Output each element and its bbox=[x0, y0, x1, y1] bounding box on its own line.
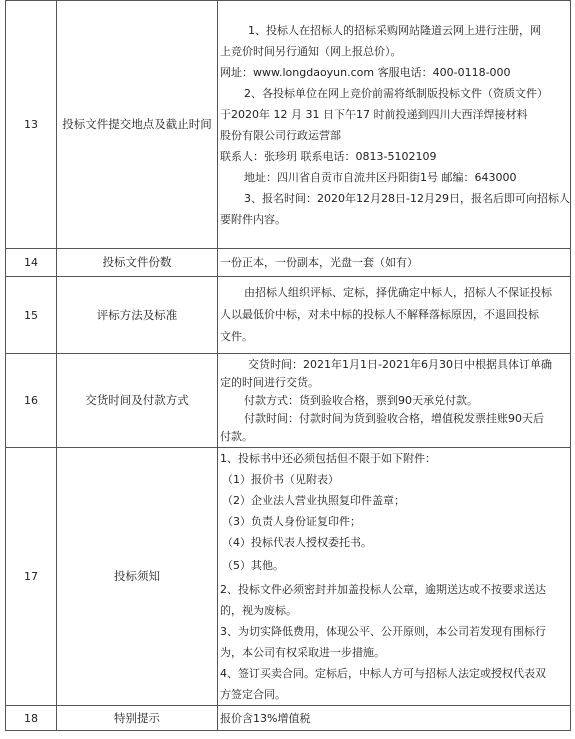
row-content bbox=[218, 249, 571, 277]
content-line: 地址：四川省自贡市自流井区丹阳街1号 邮编：643000 bbox=[244, 170, 517, 184]
content-line: 于2020年 12 月 31 日下午17 时前投递到四川大西洋焊接材料 bbox=[220, 107, 528, 121]
row-item: 特别提示 bbox=[57, 706, 218, 731]
content-line: 股份有限公司行政运营部 bbox=[220, 128, 341, 142]
table-row bbox=[6, 706, 571, 731]
content-line: 报价含13%增值税 bbox=[220, 711, 311, 725]
content-line: 联系人：张珍玥 联系电话：0813-5102109 bbox=[220, 149, 437, 163]
content-line: 一份正本，一份副本，光盘一套（如有） bbox=[220, 256, 418, 269]
table-row bbox=[6, 277, 571, 354]
bid-info-table bbox=[5, 0, 571, 731]
content-line: 2、各投标单位在网上竞价前需将纸制版投标文件（资质文件） bbox=[244, 86, 548, 100]
content-line: 要附件内容。 bbox=[220, 212, 286, 226]
table-row bbox=[6, 249, 571, 277]
content-line: 定的时间进行交货。 bbox=[220, 375, 319, 389]
content-line: （3）负责人身份证复印件； bbox=[222, 515, 361, 528]
content-line: 3、报名时间：2020年12月28日-12月29日，报名后即可向招标人 bbox=[244, 191, 570, 205]
content-line: 文件。 bbox=[220, 330, 253, 343]
content-line: （5）其他。 bbox=[222, 559, 284, 572]
row-content bbox=[218, 1, 571, 249]
table-row bbox=[6, 448, 571, 706]
row-number: 15 bbox=[6, 277, 57, 354]
row-content bbox=[218, 448, 571, 706]
row-number: 17 bbox=[6, 448, 57, 706]
table-row bbox=[6, 354, 571, 448]
content-line: 付款。 bbox=[220, 429, 253, 443]
content-line: 方签定合同。 bbox=[220, 688, 286, 701]
row-number: 14 bbox=[6, 249, 57, 277]
content-line: 上竞价时间另行通知（网上报总价）。 bbox=[220, 44, 402, 58]
row-content bbox=[218, 706, 571, 731]
row-number: 13 bbox=[6, 1, 57, 249]
row-item: 投标文件份数 bbox=[57, 249, 218, 277]
row-number: 16 bbox=[6, 354, 57, 448]
content-line: 3、为切实降低费用，体现公平、公开原则，本公司若发现有围标行 bbox=[220, 625, 546, 638]
row-item: 交货时间及付款方式 bbox=[57, 354, 218, 448]
row-item: 投标须知 bbox=[57, 448, 218, 706]
content-line: 4、签订买卖合同。定标后，中标人方可与招标人法定或授权代表双 bbox=[220, 667, 546, 680]
content-line: 1、投标人在招标人的招标采购网站隆道云网上进行注册，网 bbox=[248, 23, 541, 37]
content-line: 交货时间：2021年1月1日-2021年6月30日中根据具体订单确 bbox=[248, 357, 552, 371]
content-line: （1）报价书（见附表） bbox=[222, 473, 339, 486]
content-line: （2）企业法人营业执照复印件盖章； bbox=[222, 494, 405, 507]
content-line: 为，本公司有权采取进一步措施。 bbox=[220, 646, 385, 659]
content-line: 的，视为废标。 bbox=[220, 604, 297, 617]
row-item: 评标方法及标准 bbox=[57, 277, 218, 354]
row-item: 投标文件提交地点及截止时间 bbox=[57, 1, 218, 249]
content-line: 人以最低价中标，对未中标的投标人不解释落标原因，不退回投标 bbox=[220, 308, 539, 321]
content-line: 2、投标文件必须密封并加盖投标人公章，逾期送达或不按要求送达 bbox=[220, 583, 546, 596]
content-line: 付款时间：付款时间为货到验收合格，增值税发票挂账90天后 bbox=[244, 411, 544, 425]
row-number: 18 bbox=[6, 706, 57, 731]
content-line: 网址：www.longdaoyun.com 客服电话：400-0118-000 bbox=[220, 65, 511, 79]
content-line: 1、投标书中还必须包括但不限于如下附件： bbox=[220, 452, 436, 465]
content-line: 付款方式：货到验收合格，票到90天承兑付款。 bbox=[244, 393, 478, 407]
table-row bbox=[6, 1, 571, 249]
row-content bbox=[218, 277, 571, 354]
content-line: 由招标人组织评标、定标，择优确定中标人，招标人不保证投标 bbox=[244, 286, 552, 299]
row-content bbox=[218, 354, 571, 448]
content-line: （4）投标代表人授权委托书。 bbox=[222, 536, 372, 549]
